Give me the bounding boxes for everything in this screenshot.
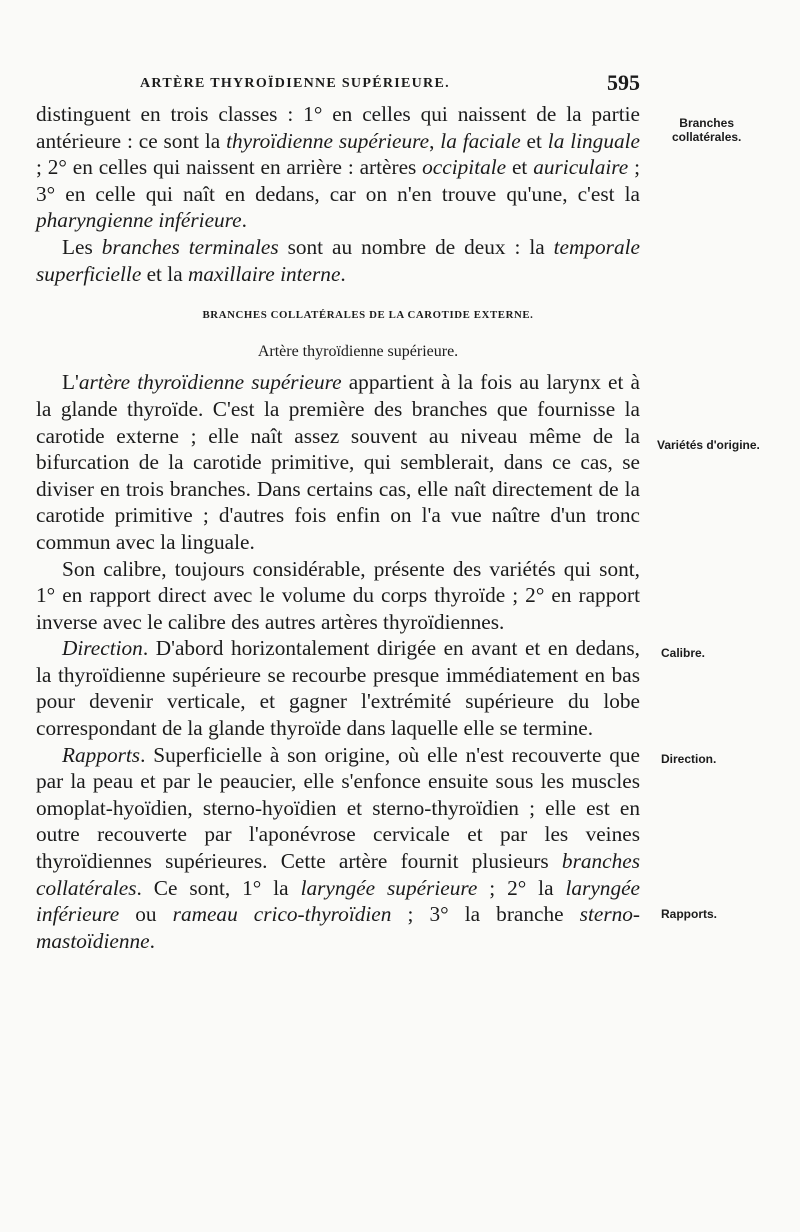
text-run: Son calibre, toujours considérable, présente des variétés qui sont, 1° en rapport direct avec le volume du corps thyroïde ; 2° en rapport inverse avec le calibre des autres artères thyroïdiennes. (36, 556, 640, 634)
margin-note-line: collatérales. (672, 130, 742, 144)
italic-run: sterno-mastoïdienne (36, 902, 640, 953)
italic-run: temporale superficielle (36, 234, 640, 286)
text-run: . Superficielle à son origine, où elle n'est recouverte que par la peau et par le peaucier, elle s'enfonce ensuite sous les muscles omoplat-hyoïdien, sterno-hyoïdien et sterno-thyroïdien ; elle est en outre recouverte par l'aponévrose cervicale et par les veines thyroïdiennes supérieures. Cette artère fournit plusieurs (36, 742, 640, 874)
text-run: ; 2° en celles qui naissent en arrière : artères (36, 155, 423, 180)
section-subtitle: Artère thyroïdienne supérieure. (257, 342, 459, 360)
text-run: distinguent en trois classes : 1° en celles qui naissent de la partie antérieure : ce sont la (36, 102, 640, 153)
text-run: et (506, 155, 534, 180)
text-run: . D'abord horizontalement dirigée en avant et en dedans, la thyroïdienne supérieure se recourbe presque immédiatement en bas pour devenir verticale, et gagner l'extrémité supérieure du lobe correspondant de la glande thyroïde dans laquelle elle se termine. (36, 636, 640, 741)
italic-run: rameau crico-thyroïdien (172, 902, 392, 927)
paragraph (36, 101, 640, 234)
italic-run: la faciale (440, 128, 521, 153)
paragraph (36, 369, 640, 555)
text-run: L' (62, 370, 79, 395)
margin-note-branches-collaterales (672, 116, 742, 144)
text-run: ; 3° la branche (391, 902, 580, 927)
text-run: . (340, 261, 346, 286)
page-number: 595 (607, 70, 640, 95)
text-run: et la (141, 261, 188, 286)
text-run: Les (62, 234, 102, 259)
italic-run: la linguale (547, 128, 641, 153)
running-header (140, 70, 640, 95)
italic-run: branches terminales (101, 234, 279, 259)
italic-run: Direction (62, 636, 143, 661)
running-title: ARTÈRE THYROÏDIENNE SUPÉRIEURE. (140, 76, 450, 91)
italic-run: maxillaire interne (188, 261, 341, 286)
italic-run: occipitale (422, 155, 507, 180)
italic-run: pharyngienne inférieure (36, 208, 242, 233)
margin-note-calibre: Calibre. (661, 646, 706, 660)
italic-run: laryngée inférieure (36, 875, 640, 927)
text-run: , (429, 128, 441, 153)
paragraph (36, 234, 640, 287)
margin-note-direction: Direction. (661, 752, 717, 766)
text-run: ou (119, 902, 173, 927)
text-run: . Ce sont, 1° la (136, 875, 301, 900)
text-run: appartient à la fois au larynx et à la glande thyroïde. C'est la première des branches que fournisse la carotide externe ; elle naît assez souvent au niveau même de la bifurcation de la carotide primitive, qui semblerait, dans ce cas, se diviser en trois branches. Dans certains cas, elle naît directement de la carotide primitive ; d'autres fois enfin on l'a vue naître d'un tronc commun avec la linguale. (36, 370, 640, 554)
body-text (36, 101, 640, 954)
text-run: . (149, 928, 155, 953)
italic-run: branches collatérales (36, 849, 640, 900)
margin-note-line: Branches (679, 116, 734, 130)
text-run: ; 3° en celle qui naît en dedans, car on n'en trouve qu'une, c'est la (36, 155, 640, 206)
italic-run: thyroïdienne supérieure (226, 128, 430, 153)
italic-run: auriculaire (533, 155, 629, 180)
italic-run: artère thyroïdienne supérieure (78, 370, 342, 395)
paragraph (36, 635, 640, 741)
margin-note-rapports: Rapports. (661, 907, 718, 921)
text-run: sont au nombre de deux : la (278, 234, 554, 259)
section-title: BRANCHES COLLATÉRALES DE LA CAROTIDE EXTERNE. (202, 309, 534, 322)
italic-run: Rapports (62, 742, 141, 767)
italic-run: laryngée supérieure (300, 875, 478, 900)
text-run: et (520, 128, 548, 153)
text-run: . (241, 208, 247, 233)
text-run: ; 2° la (477, 875, 566, 900)
paragraph (36, 556, 640, 636)
paragraph (36, 742, 640, 955)
margin-note-varietes: Variétés d'origine. (657, 438, 760, 452)
